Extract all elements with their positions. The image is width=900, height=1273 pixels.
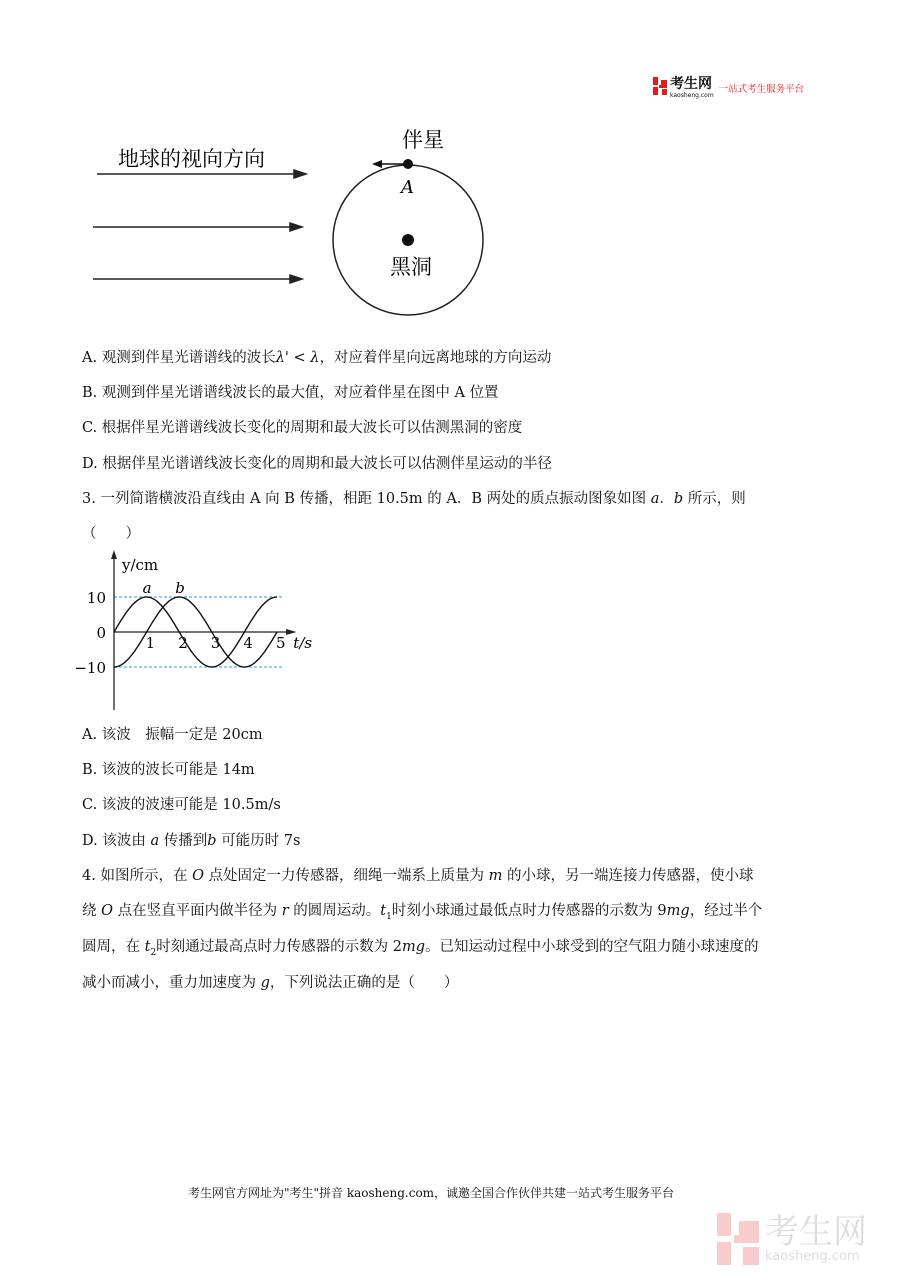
x-tick-label: 4 (243, 634, 253, 652)
q2-option-c[interactable]: C. 根据伴星光谱谱线波长变化的周期和最大波长可以估测黑洞的密度 (82, 420, 523, 436)
q3-option-b[interactable]: B. 该波的波长可能是 14m (82, 762, 255, 778)
point-a-label: A (401, 177, 414, 198)
q3-answer-bracket: （ ） (82, 526, 140, 542)
x-tick-label: 5 (276, 634, 286, 652)
black-hole-label: 黑洞 (390, 255, 432, 279)
y-tick-label: 0 (96, 624, 106, 642)
q2-option-d[interactable]: D. 根据伴星光谱谱线波长变化的周期和最大波长可以估测伴星运动的半径 (82, 456, 552, 472)
x-tick-label: 3 (210, 634, 221, 652)
companion-velocity-arrow (372, 160, 382, 168)
watermark-logo-icon (717, 1213, 759, 1265)
q4-line-2: 绕 O 点在竖直平面内做半径为 r 的圆周运动。$t_1$时刻小球通过最低点时力传感器的示数为 9mg，经过半个 (82, 903, 763, 922)
logo-slogan: 一站式考生服务平台 (718, 84, 805, 95)
series-b-label: b (175, 579, 185, 597)
q4-line-1: 4. 如图所示，在 O 点处固定一力传感器，细绳一端系上质量为 m 的小球，另一端连接力传感器，使小球 (82, 868, 754, 884)
q4-line-3: 圆周，在 $t_2$时刻通过最高点时力传感器的示数为 2mg。已知运动过程中小球受到的空气阻力随小球速度的 (82, 939, 759, 958)
y-tick-label: −10 (74, 659, 106, 677)
earth-direction-label: 地球的视向方向 (118, 147, 265, 171)
q3-stem: 3. 一列简谐横波沿直线由 A 向 B 传播，相距 10.5m 的 A．B 两处的质点振动图象如图 a．b 所示，则 (82, 491, 746, 507)
q4-line-4: 减小而减小，重力加速度为 g，下列说法正确的是（ ） (82, 975, 459, 991)
series-a-label: a (142, 579, 152, 597)
watermark: 考生网 kaosheng.com (717, 1213, 867, 1265)
black-hole-dot (402, 234, 414, 246)
q2-option-a[interactable]: A. 观测到伴星光谱谱线的波长λ' < λ，对应着伴星向远离地球的方向运动 (82, 350, 552, 366)
logo-brand: 考生网 (670, 76, 712, 92)
y-tick-label: 10 (86, 589, 106, 607)
q3-option-c[interactable]: C. 该波的波速可能是 10.5m/s (82, 797, 281, 813)
x-axis-label: t/s (293, 634, 313, 652)
x-tick-label: 2 (178, 634, 188, 652)
x-tick-label: 1 (145, 634, 156, 652)
q2-option-b[interactable]: B. 观测到伴星光谱谱线波长的最大值，对应着伴星在图中 A 位置 (82, 385, 499, 401)
y-axis-label: y/cm (122, 556, 159, 574)
y-axis-arrow (111, 550, 117, 559)
q3-option-a[interactable]: A. 该波 振幅一定是 20cm (82, 727, 263, 743)
vibration-chart (70, 540, 330, 720)
q3-option-d[interactable]: D. 该波由 a 传播到b 可能历时 7s (82, 833, 301, 849)
logo-domain: kaosheng.com (670, 92, 714, 99)
companion-label: 伴星 (402, 128, 444, 152)
orbit-diagram (0, 0, 900, 330)
companion-star-dot (403, 159, 413, 169)
footer-text: 考生网官方网址为"考生"拼音 kaosheng.com，诚邀全国合作伙伴共建一站式考生服务平台 (188, 1186, 675, 1200)
